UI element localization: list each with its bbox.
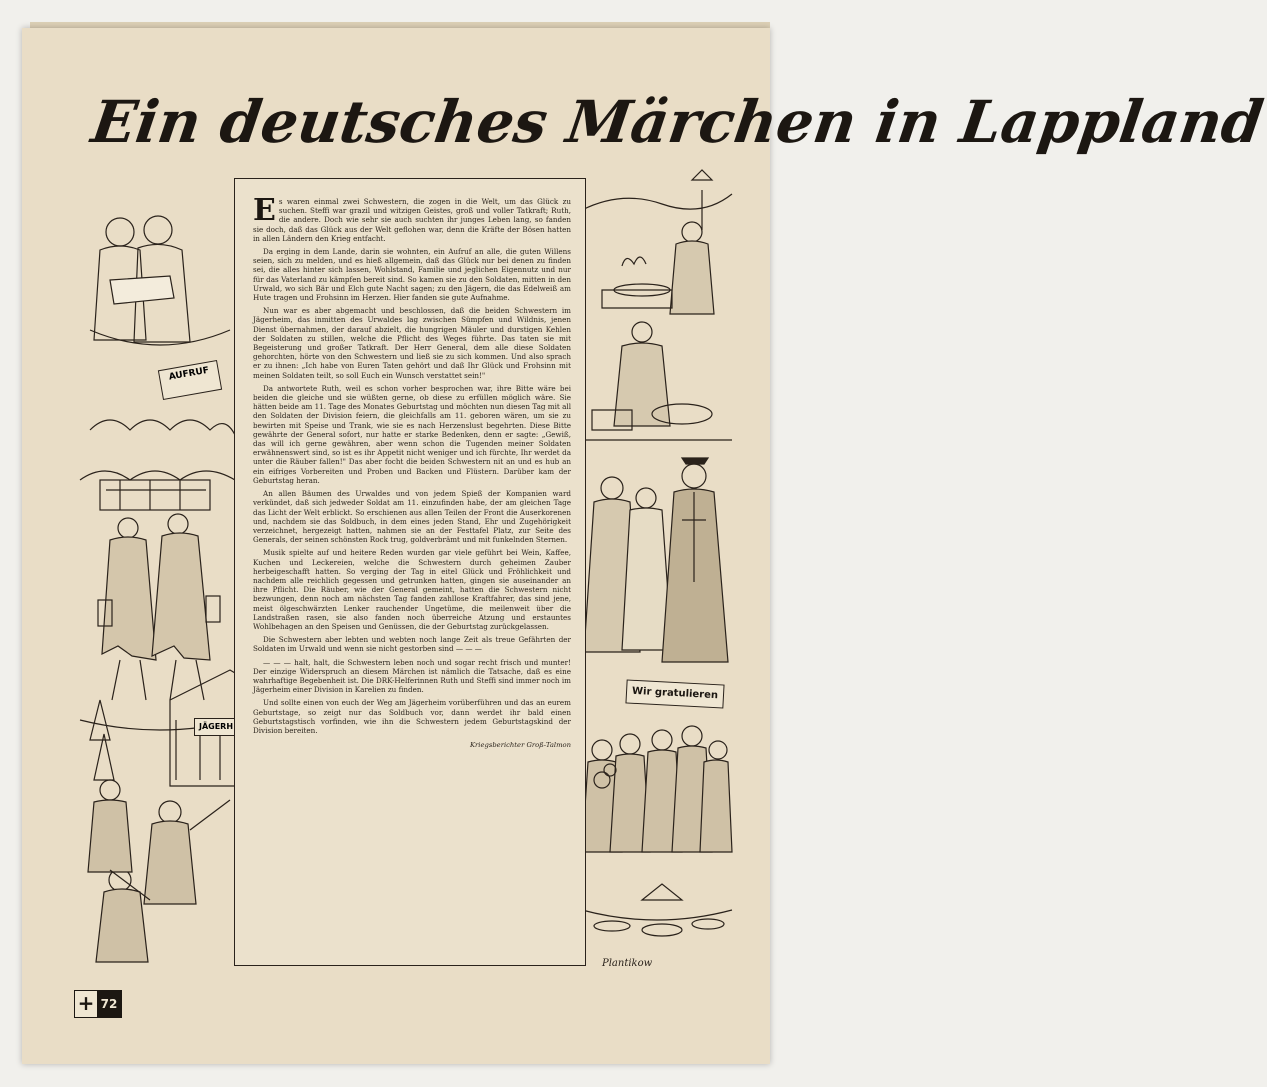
article-text bbox=[253, 193, 571, 750]
article-paragraph: — — — halt, halt, die Schwestern leben noch und sogar recht frisch und munter! Der einzige Widerspruch an diesem Märchen ist nämlich die Tatsache, daß es eine wahrhaftige Begebenheit ist. Die DRK-Helferinnen Ruth und Steffi sind immer noch im Jägerheim einer Division in Karelien zu finden. bbox=[253, 657, 571, 695]
article-paragraph: Da erging in dem Lande, darin sie wohnten, ein Aufruf an alle, die guten Willens seien, sich zu melden, und es hieß allgemein, daß das Glück nur bei denen zu finden sei, die alles hinter sich lassen, Wohlstand, Familie und jeglichen Eigennutz und nur für das Vaterland zu kämpfen bereit sind. So kamen sie zu den Soldaten, mitten in den Urwald, wo sich Bär und Elch gute Nacht sagen; zu den Jägern, die das Edelweiß am Hute tragen und Frohsinn im Herzen. Hier fanden sie gute Aufnahme. bbox=[253, 247, 571, 303]
article-paragraph: Die Schwestern aber lebten und webten noch lange Zeit als treue Gefährten der Soldaten im Urwald und wenn sie nicht gestorben sind — — — bbox=[253, 635, 571, 654]
article-paragraph: An allen Bäumen des Urwaldes und von jedem Spieß der Kompanien ward verkündet, daß sich jedweder Soldat am 11. einzufinden habe, der am gleichen Tage das Licht der Welt erblickt. So erschienen aus allen Teilen der Front die Auserkorenen und, nachdem sie das Soldbuch, in dem eines jeden Stand, Ehr und Zugehörigkeit verzeichnet, hergezeigt hatten, nahmen sie an der Festtafel Platz, zur Seite des Generals, der seinen schönsten Rock trug, goldverbrämt und mit funkelnden Sternen. bbox=[253, 489, 571, 545]
illustration-right bbox=[582, 170, 732, 970]
article-paragraph: Musik spielte auf und heitere Reden wurden gar viele geführt bei Wein, Kaffee, Kuchen und Leckereien, welche die Schwestern durch geheimen Zauber herbeigeschafft hatten. So verging der Tag in eitel Glück und Fröhlichkeit und nachdem alle reichlich gegessen und getrunken hatten, gingen sie auseinander an ihre Pflicht. Die Räuber, wie der General gemeint, hatten die Schwestern nicht bezwungen, denn noch am nächsten Tag fanden zahllose Kraftfahrer, das sind jene, meist ölgeschwärzten Lenker rauchender Ungetüme, die meilenweit über die Landstraßen rasen, sie also fanden noch überreiche Atzung und erstauntes Wohlbehagen an den Speisen und Genüssen, die der Geburtstag zurückgelassen. bbox=[253, 548, 571, 631]
artist-signature: Plantikow bbox=[602, 958, 653, 969]
aufruf-sign: AUFRUF bbox=[158, 360, 222, 400]
gratulation-banner: Wir gratulieren bbox=[625, 679, 724, 708]
article-paragraph bbox=[253, 193, 571, 243]
paragraph-text: s waren einmal zwei Schwestern, die zogen in die Welt, um das Glück zu suchen. Steffi war grazil und witzigen Geistes, groß und voller Tatkraft; Ruth, die andere. Doch wie sehr sie auch suchten ihr junges Leben lang, so fanden sie doch, daß das Glück aus der Welt geflohen war, denn die Kräfte der Bösen hatten in allen Ländern den Krieg entfacht. bbox=[253, 197, 571, 243]
article-paragraph: Nun war es aber abgemacht und beschlossen, daß die beiden Schwestern im Jägerheim, das inmitten des Urwaldes lag zwischen Sümpfen und Wildnis, jenen Dienst übernahmen, der darauf abzielt, die hungrigen Mäuler und durstigen Kehlen der Soldaten zu stillen, welche die Pflicht des Weges führte. Das taten sie mit Begeisterung und großer Tatkraft. Der Herr General, dem alle diese Soldaten gehorchten, hörte von den Schwestern und ließ sie zu sich kommen. Und also sprach er zu ihnen: „Ich habe von Euren Taten gehört und daß Ihr Glück und Frohsinn mit meinen Soldaten teilt, so soll Euch ein Wunsch verstattet sein!" bbox=[253, 306, 571, 380]
page-title: Ein deutsches Märchen in Lappland bbox=[87, 88, 1267, 156]
drop-cap: E bbox=[253, 193, 276, 228]
jaegerheim-sign: JÄGERH bbox=[194, 718, 238, 736]
article-paragraph: Und sollte einen von euch der Weg am Jägerheim vorüberführen und das an eurem Geburtstage, so zeigt nur das Soldbuch vor, dann werdet ihr bald einen Geburtstagstisch vorfinden, wie ihn die Schwestern jedem Geburtstagskind der Division bereiten. bbox=[253, 698, 571, 735]
red-cross-icon: + bbox=[75, 991, 97, 1017]
author-byline: Kriegsberichter Groß-Talmon bbox=[469, 741, 571, 750]
article-box bbox=[234, 178, 586, 966]
page-number-badge bbox=[74, 990, 122, 1018]
illustration-left bbox=[80, 180, 240, 970]
page-number: 72 bbox=[100, 997, 118, 1011]
article-paragraph: Da antwortete Ruth, weil es schon vorher besprochen war, ihre Bitte wäre bei beiden die gleiche und sie wüßten gerne, ob diese zu erfüllen möglich wäre. Sie hätten beide am 11. Tage des Monates Geburtstag und möchten nun diesen Tag mit all den Soldaten der Division feiern, die gleichfalls am 11. geboren wären, um sie zu bewirten mit Speise und Trank, wie sie es nach Herzenslust begehrten. Diese Bitte gewährte der General sofort, nur hatte er starke Bedenken, denn er sagte: „Gewiß, das will ich gerne gewähren, aber wenn schon die Tugenden meiner Soldaten erwähnenswert sind, so ist es ihr Appetit nicht weniger und ich fürchte, Ihr werdet da unter die Räuber fallen!" Das aber focht die beiden Schwestern nit an und es hub an ein eifriges Vorbereiten und Proben und Backen und Flüstern. Darüber kam der Geburtstag heran. bbox=[253, 383, 571, 485]
